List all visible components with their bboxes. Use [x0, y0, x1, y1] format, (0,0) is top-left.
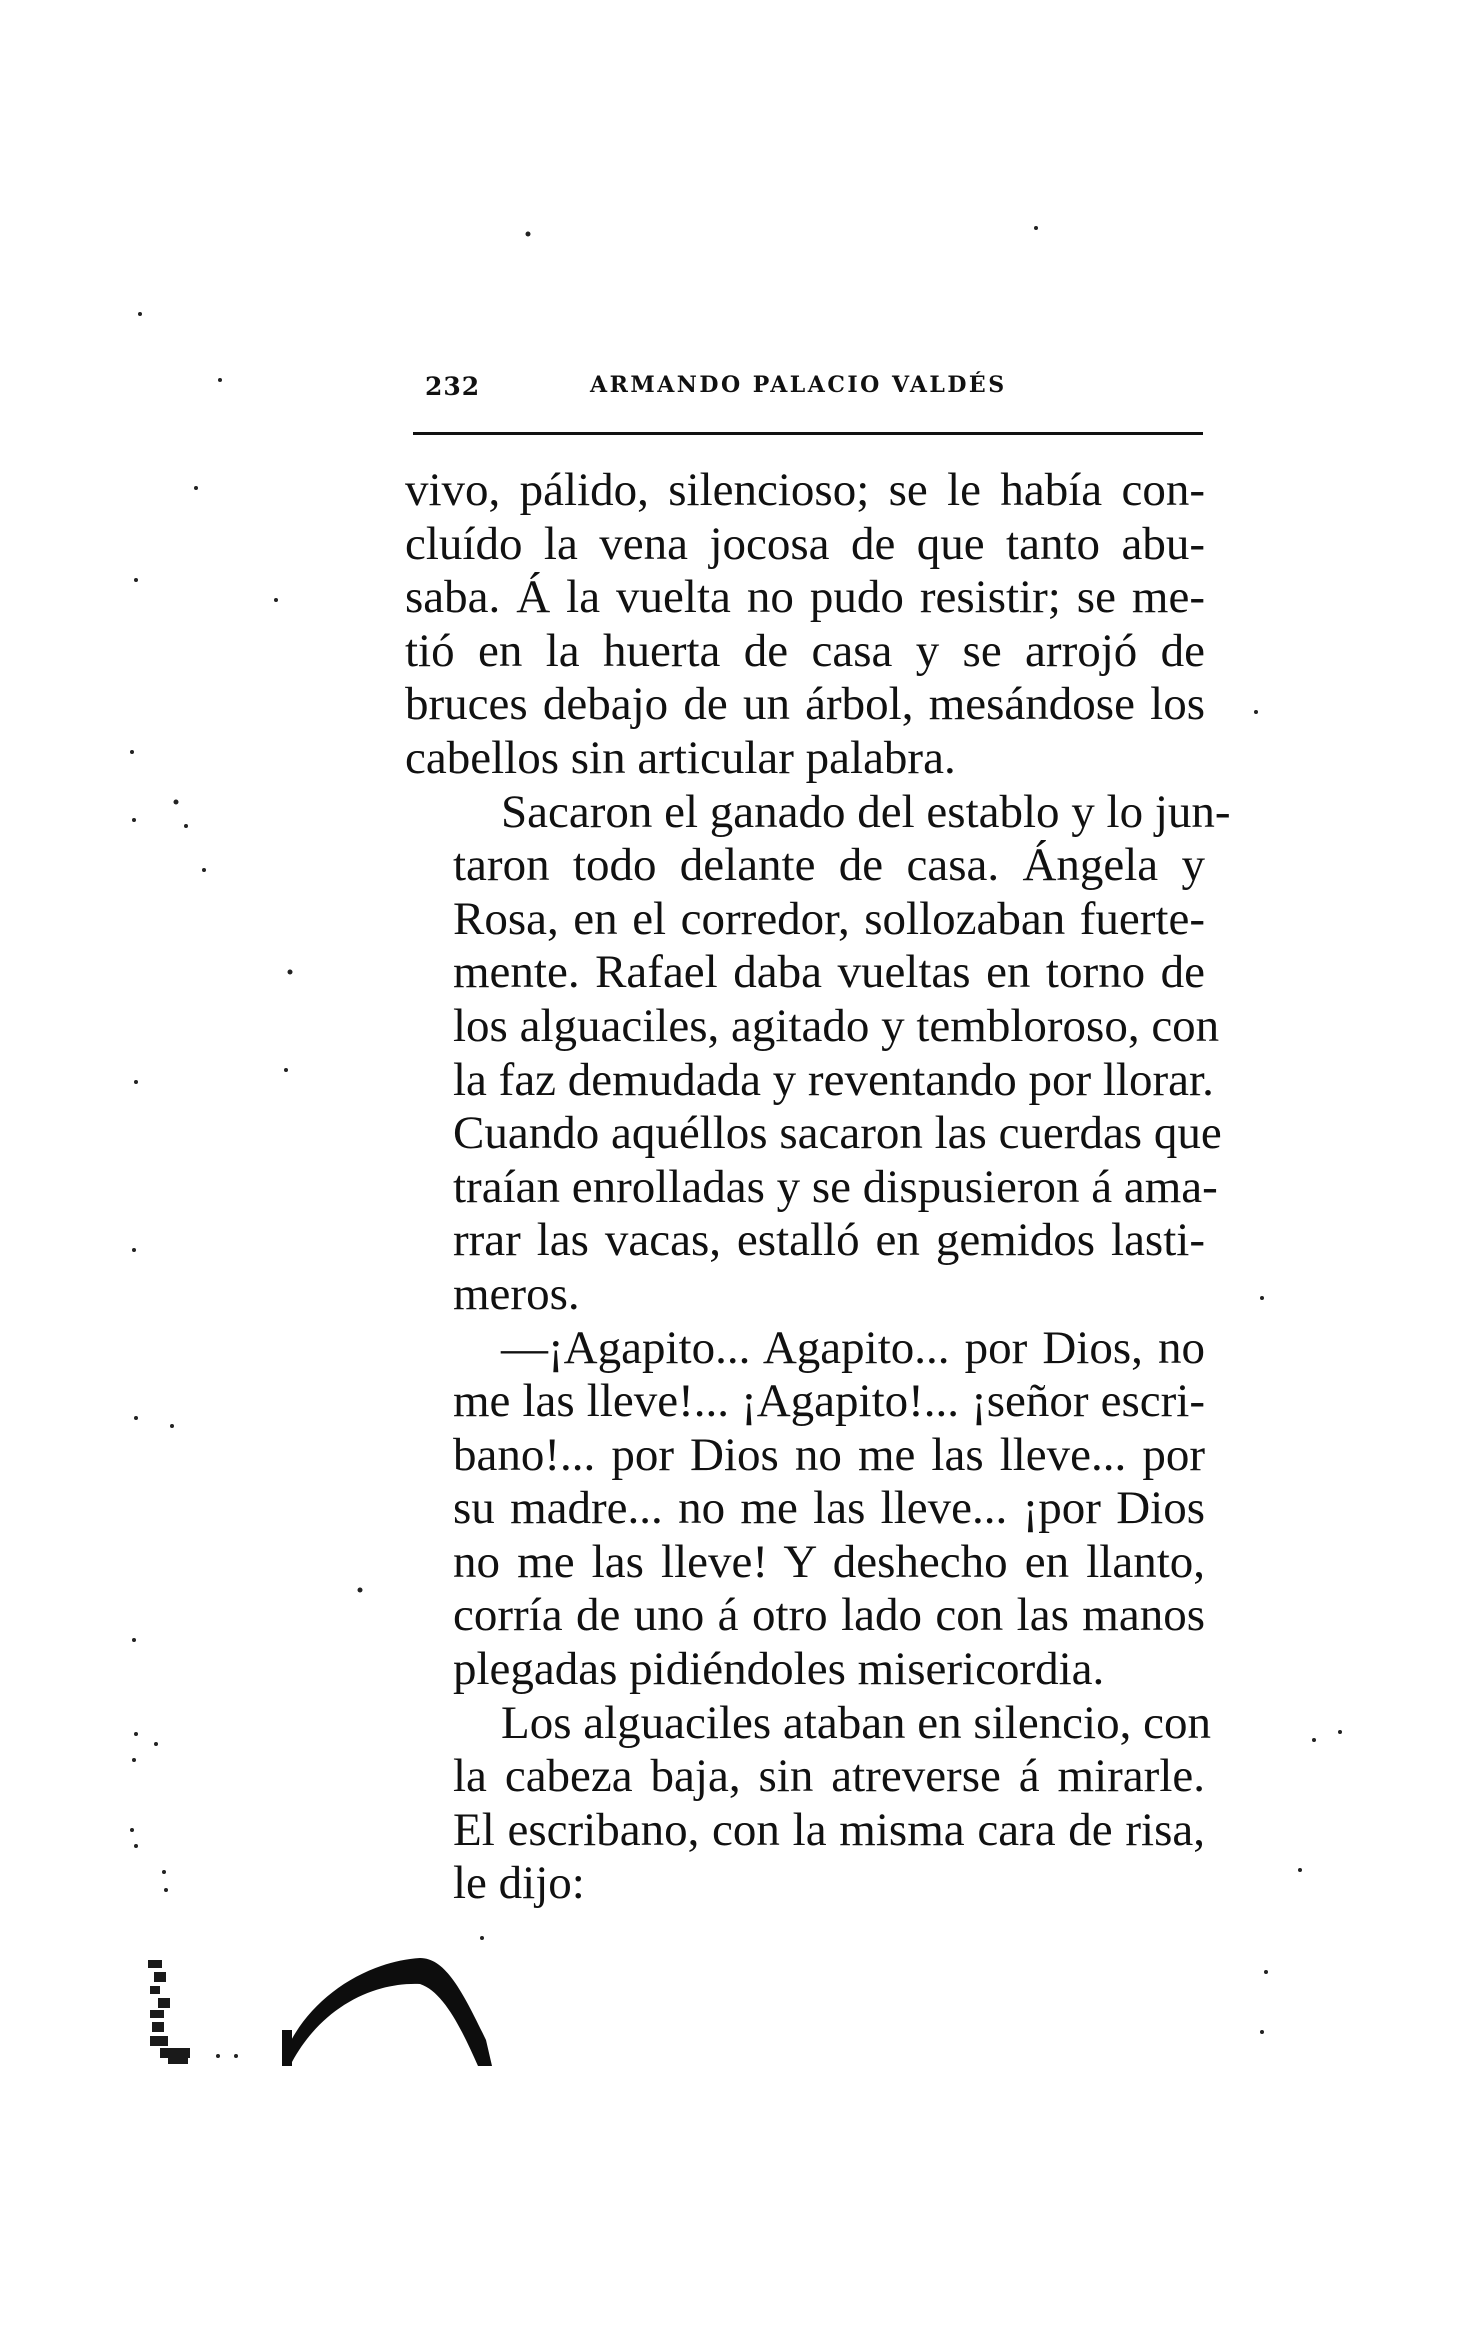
text-line: le dijo:: [453, 1857, 585, 1910]
text-line: Sacaron el ganado del establo y lo jun-: [501, 785, 1231, 838]
text-line: Cuando aquéllos sacaron las cuerdas que: [453, 1107, 1222, 1160]
paragraph-2: [405, 785, 1231, 1322]
text-line: rrar las vacas, estalló en gemidos lasti-: [453, 1214, 1205, 1267]
text-line: plegadas pidiéndoles misericordia.: [453, 1643, 1105, 1696]
paragraph-4: [405, 1696, 1211, 1911]
text-line: vivo, pálido, silencioso; se le había con-: [405, 464, 1205, 516]
paragraph-3: [405, 1322, 1205, 1697]
text-line: bruces debajo de un árbol, mesándose los: [405, 678, 1205, 731]
text-line: la faz demudada y reventando por llorar.: [453, 1053, 1214, 1106]
text-line: traían enrolladas y se dispusieron á ama-: [453, 1160, 1218, 1213]
text-line: me las lleve!... ¡Agapito!... ¡señor escri-: [453, 1375, 1205, 1428]
text-line: cluído la vena jocosa de que tanto abu-: [405, 517, 1205, 570]
running-head: [413, 370, 1203, 420]
author-name: ARMANDO PALACIO VALDÉS: [590, 372, 1007, 398]
text-line: Los alguaciles ataban en silencio, con: [501, 1696, 1211, 1749]
text-line: los alguaciles, agitado y tembloroso, con: [453, 999, 1220, 1052]
paragraph-1: [405, 464, 1205, 786]
text-line: —¡Agapito... Agapito... por Dios, no: [501, 1321, 1205, 1374]
text-line: taron todo delante de casa. Ángela y: [453, 839, 1205, 892]
text-line: saba. Á la vuelta no pudo resistir; se me-: [405, 571, 1205, 624]
text-line: bano!... por Dios no me las lleve... por: [453, 1428, 1205, 1481]
text-line: El escribano, con la misma cara de risa,: [453, 1803, 1205, 1856]
body-text: [405, 464, 1231, 1911]
text-line: su madre... no me las lleve... ¡por Dios: [453, 1482, 1205, 1535]
text-line: tió en la huerta de casa y se arrojó de: [405, 624, 1205, 677]
text-line: la cabeza baja, sin atreverse á mirarle.: [453, 1750, 1205, 1803]
text-line: cabellos sin articular palabra.: [405, 731, 956, 784]
header-rule: [413, 432, 1203, 435]
text-line: meros.: [453, 1267, 580, 1320]
text-line: no me las lleve! Y deshecho en llanto,: [453, 1535, 1205, 1588]
text-line: corría de uno á otro lado con las manos: [453, 1589, 1205, 1642]
text-line: Rosa, en el corredor, sollozaban fuerte-: [453, 892, 1205, 945]
page-number: 232: [425, 372, 481, 401]
text-line: mente. Rafael daba vueltas en torno de: [453, 946, 1205, 999]
